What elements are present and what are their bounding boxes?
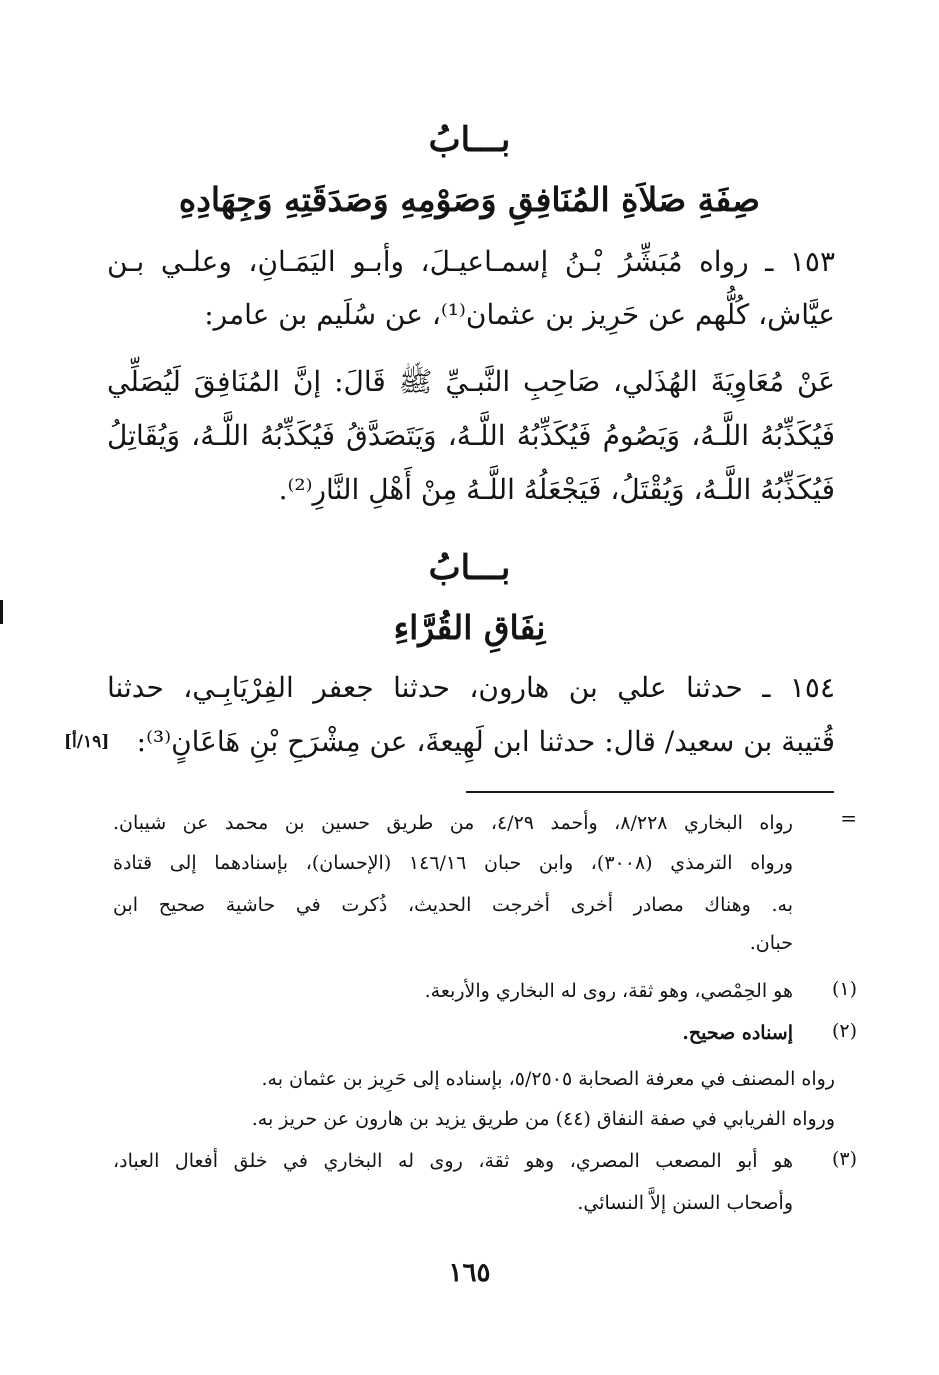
chapter-heading-bab-1: بـــابُ bbox=[428, 120, 511, 160]
chapter-title-1: صِفَةِ صَلاَةِ المُنَافِقِ وَصَوْمِهِ وَصَدَقَتِهِ وَجِهَادِهِ bbox=[178, 180, 761, 219]
chapter-heading-bab-2: بـــابُ bbox=[428, 548, 511, 588]
footnote-2-line-2: ورواه الفريابي في صفة النفاق (٤٤) من طريق يزيد بن هارون عن حريز به. bbox=[251, 1108, 835, 1130]
footnote-1-number: (١) bbox=[831, 978, 857, 1000]
footnote-3-number: (٣) bbox=[831, 1148, 857, 1170]
footnote-3-line-1: هو أبو المصعب المصري، وهو ثقة، روى له البخاري في خلق أفعال العباد، bbox=[113, 1150, 793, 1172]
footnote-separator bbox=[466, 791, 834, 793]
footnote-cont-line-1: رواه البخاري ٨/٢٢٨، وأحمد ٤/٢٩، من طريق حسين بن محمد عن شيبان. bbox=[113, 812, 793, 834]
hadith-154-line-1: ١٥٤ ـ حدثنا علي بن هارون، حدثنا جعفر الفِرْيَابِـي، حدثنا bbox=[107, 671, 835, 704]
footnote-cont-line-4: حبان. bbox=[749, 932, 793, 954]
footnote-cont-line-2: ورواه الترمذي (٣٠٠٨)، وابن حبان ١٤٦/١٦ (الإحسان)، بإسنادهما إلى قتادة bbox=[113, 852, 793, 874]
footnote-continuation-mark: = bbox=[840, 806, 857, 830]
footnote-2-line-1: رواه المصنف في معرفة الصحابة ٥/٢٥٠٥، بإسناده إلى حَرِيز بن عثمان به. bbox=[261, 1068, 835, 1090]
footnote-3-line-2: وأصحاب السنن إلاَّ النسائي. bbox=[577, 1192, 793, 1214]
hadith-153-text-3: فَيُكَذِّبُهُ اللَّـهُ، وَيُقْتَلُ، فَيَجْعَلُهُ اللَّـهُ مِنْ أَهْلِ النَّارِ⁽²⁾. bbox=[278, 473, 835, 506]
footnote-2-number: (٢) bbox=[831, 1020, 857, 1042]
footnote-2-title: إسناده صحيح. bbox=[682, 1022, 793, 1044]
scan-edge-mark bbox=[0, 600, 3, 624]
footnote-cont-line-3: به. وهناك مصادر أخرى أخرجت الحديث، ذُكرت في حاشية صحيح ابن bbox=[113, 894, 793, 916]
hadith-153-line-2: عيَّاش، كُلُّهم عن حَرِيز بن عثمان⁽¹⁾، عن سُلَيم بن عامر: bbox=[204, 298, 835, 331]
hadith-153-text-1: عَنْ مُعَاوِيَةَ الهُذَلي، صَاحِبِ النَّبـيِّ ﷺ قَالَ: إنَّ المُنَافِقَ لَيُصَلِّي bbox=[107, 365, 835, 398]
footnote-1-text: هو الحِمْصي، وهو ثقة، روى له البخاري والأربعة. bbox=[424, 980, 793, 1002]
page-number: ١٦٥ bbox=[448, 1258, 491, 1288]
manuscript-folio-note: [١٩/أ] bbox=[64, 732, 110, 752]
hadith-153-line-1: ١٥٣ ـ رواه مُبَشِّرُ بْـنُ إسمـاعيـلَ، وأبـو اليَمَـانِ، وعلـي بـن bbox=[107, 245, 835, 278]
hadith-154-line-2: قُتيبة بن سعيد/ قال: حدثنا ابن لَهِيعةَ، عن مِشْرَحِ بْنِ هَاعَانٍ⁽³⁾: bbox=[136, 725, 835, 758]
hadith-153-text-2: فَيُكَذِّبُهُ اللَّـهُ، وَيَصُومُ فَيُكَذِّبُهُ اللَّـهُ، وَيَتَصَدَّقُ فَيُكَذِّبُهُ اللَّـهُ، وَيُقَاتِلُ bbox=[107, 419, 835, 452]
chapter-title-2: نِفَاقِ القُرَّاءِ bbox=[393, 608, 546, 647]
